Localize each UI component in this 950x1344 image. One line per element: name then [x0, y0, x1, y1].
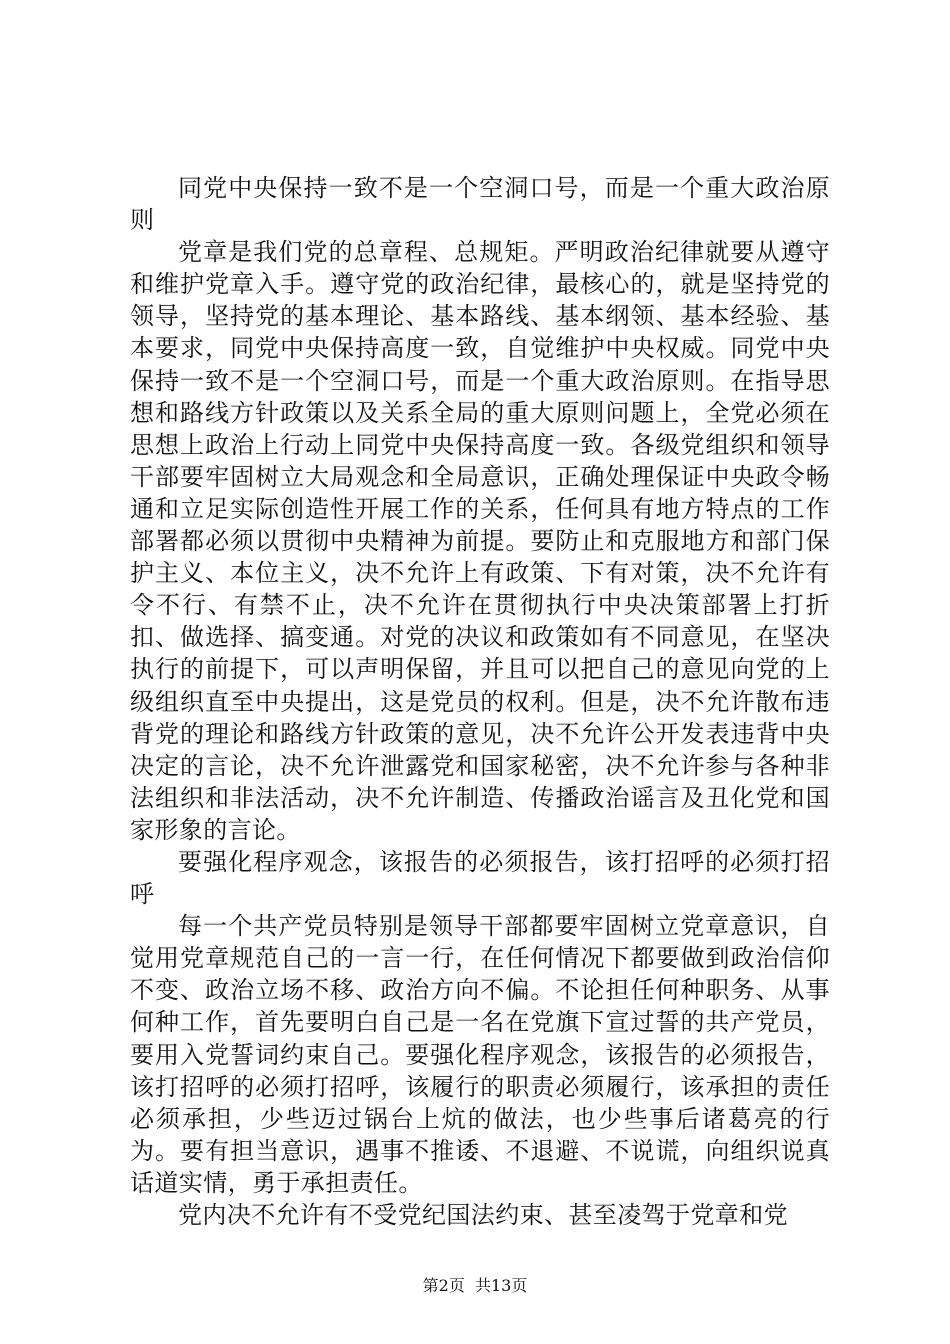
section-heading-party-unity: 同党中央保持一致不是一个空洞口号，而是一个重大政治原则 — [130, 174, 830, 235]
section-heading-procedure: 要强化程序观念，该报告的必须报告，该打招呼的必须打招呼 — [130, 847, 830, 909]
page-number-label: 第2页 共13页 — [422, 1276, 528, 1295]
paragraph-continuation: 党内决不允许有不受党纪国法约束、甚至凌驾于党章和党 — [178, 1201, 788, 1229]
paragraph-constitution-awareness: 每一个共产党员特别是领导干部都要牢固树立党章意识，自觉用党章规范自己的一言一行，在任何情况下都要做到政治信仰不变、政治立场不移、政治方向不偏。不论担任何种职务、从事何种工作，首先要明白自己是一名在党旗下宣过誓的共产党员，要用入党誓词约束自己。要强化程序观念，该报告的必须报告，该打招呼的必须打招呼，该履行的职责必须履行，该承担的责任必须承担，少些迈过锅台上炕的做法，也少些事后诸葛亮的行为。要有担当意识，遇事不推诿、不退避、不说谎，向组织说真话道实情，勇于承担责任。 — [130, 912, 830, 1197]
paragraph-party-constitution: 党章是我们党的总章程、总规矩。严明政治纪律就要从遵守和维护党章入手。遵守党的政治纪律，最核心的，就是坚持党的领导，坚持党的基本理论、基本路线、基本纲领、基本经验、基本要求，同党中央保持高度一致，自觉维护中央权威。同党中央保持一致不是一个空洞口号，而是一个重大政治原则。在指导思想和路线方针政策以及关系全局的重大原则问题上，全党必须在思想上政治上行动上同党中央保持高度一致。各级党组织和领导干部要牢固树立大局观念和全局意识，正确处理保证中央政令畅通和立足实际创造性开展工作的关系，任何具有地方特点的工作部署都必须以贯彻中央精神为前提。要防止和克服地方和部门保护主义、本位主义，决不允许上有政策、下有对策，决不允许有令不行、有禁不止，决不允许在贯彻执行中央决策部署上打折扣、做选择、搞变通。对党的决议和政策如有不同意见，在坚决执行的前提下，可以声明保留，并且可以把自己的意见向党的上级组织直至中央提出，这是党员的权利。但是，决不允许散布违背党的理论和路线方针政策的意见，决不允许公开发表违背中央决定的言论，决不允许泄露党和国家秘密，决不允许参与各种非法组织和非法活动，决不允许制造、传播政治谣言及丑化党和国家形象的言论。 — [130, 238, 830, 844]
page-footer — [0, 1273, 950, 1296]
document-body — [130, 172, 830, 1231]
